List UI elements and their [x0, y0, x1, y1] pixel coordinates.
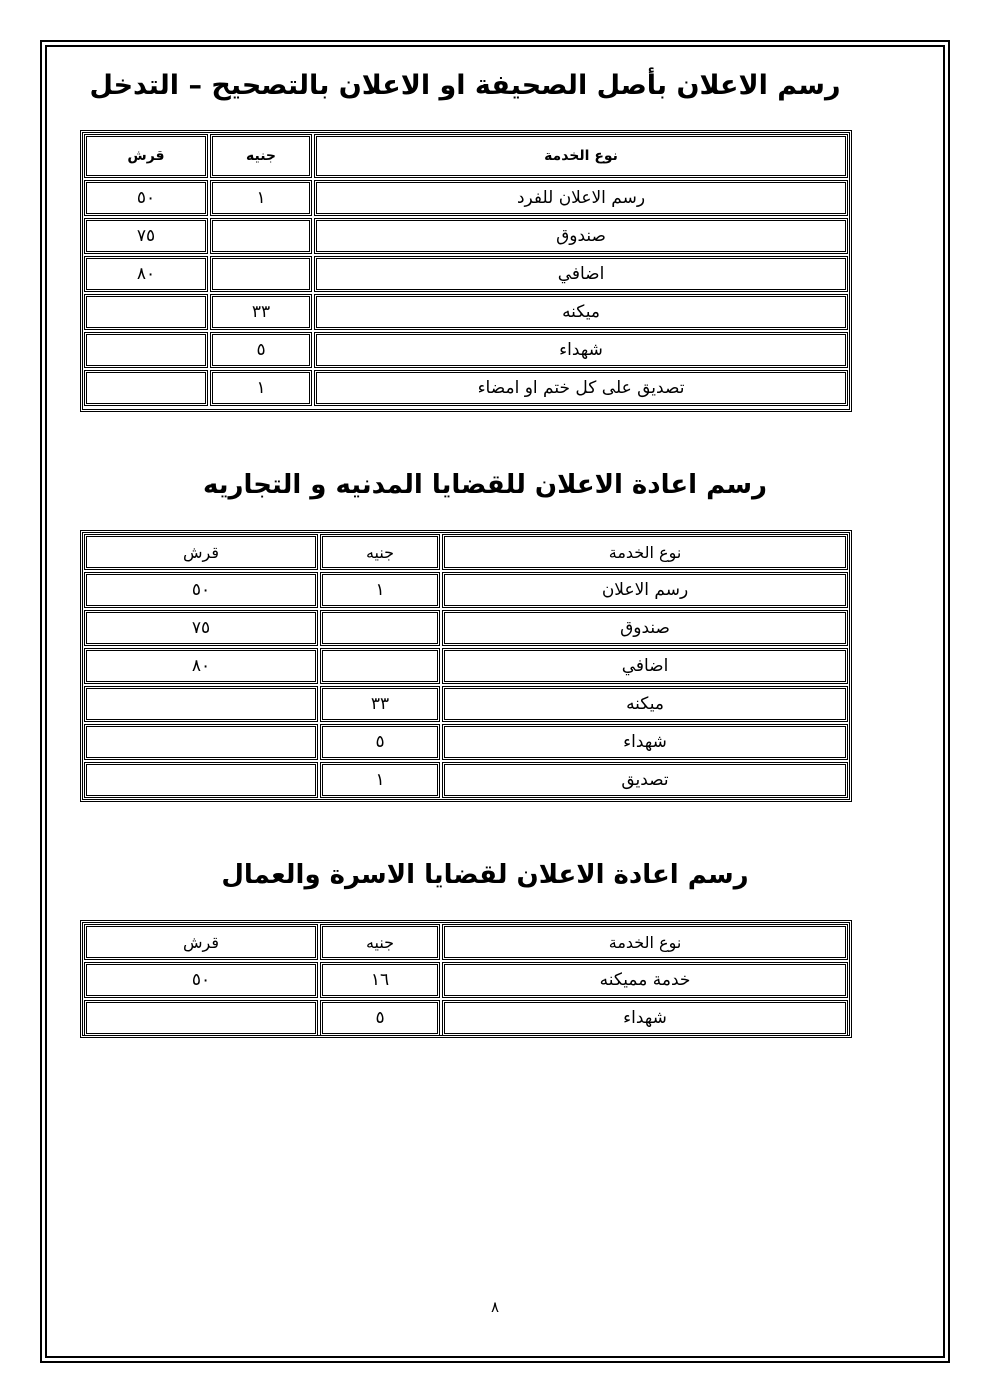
cell-junayh — [210, 256, 312, 292]
cell-service: صندوق — [442, 610, 848, 646]
cell-junayh: ٥ — [320, 1000, 440, 1036]
cell-qirsh: ٨٠ — [84, 648, 318, 684]
cell-junayh: ٣٣ — [210, 294, 312, 330]
fees-table-3 — [80, 920, 852, 1038]
header-service: نوع الخدمة — [442, 924, 848, 960]
cell-junayh: ٥ — [210, 332, 312, 368]
fees-table-2 — [80, 530, 852, 802]
cell-junayh: ١ — [210, 180, 312, 216]
cell-qirsh — [84, 1000, 318, 1036]
cell-service: خدمة مميكنه — [442, 962, 848, 998]
header-qirsh: قرش — [84, 134, 208, 178]
cell-service: اضافي — [442, 648, 848, 684]
cell-service: ميكنه — [314, 294, 848, 330]
cell-qirsh: ٥٠ — [84, 962, 318, 998]
cell-qirsh: ٧٥ — [84, 610, 318, 646]
cell-junayh — [210, 218, 312, 254]
cell-qirsh: ٥٠ — [84, 572, 318, 608]
cell-service: شهداء — [442, 1000, 848, 1036]
cell-qirsh — [84, 370, 208, 406]
section-1-title: رسم الاعلان بأصل الصحيفة او الاعلان بالتصحيح – التدخل — [89, 70, 841, 101]
cell-junayh: ٥ — [320, 724, 440, 760]
cell-junayh: ١٦ — [320, 962, 440, 998]
header-junayh: جنيه — [210, 134, 312, 178]
cell-qirsh — [84, 686, 318, 722]
header-qirsh: قرش — [84, 924, 318, 960]
header-junayh: جنيه — [320, 534, 440, 570]
cell-junayh: ١ — [320, 762, 440, 798]
cell-qirsh — [84, 724, 318, 760]
cell-service: رسم الاعلان — [442, 572, 848, 608]
header-service: نوع الخدمة — [314, 134, 848, 178]
cell-qirsh: ٨٠ — [84, 256, 208, 292]
cell-service: شهداء — [314, 332, 848, 368]
cell-junayh: ١ — [210, 370, 312, 406]
section-3-title: رسم اعادة الاعلان لقضايا الاسرة والعمال — [221, 860, 749, 890]
cell-junayh: ١ — [320, 572, 440, 608]
cell-service: ميكنه — [442, 686, 848, 722]
cell-qirsh — [84, 762, 318, 798]
cell-junayh: ٣٣ — [320, 686, 440, 722]
cell-qirsh — [84, 332, 208, 368]
header-service: نوع الخدمة — [442, 534, 848, 570]
cell-qirsh: ٥٠ — [84, 180, 208, 216]
cell-qirsh — [84, 294, 208, 330]
cell-qirsh: ٧٥ — [84, 218, 208, 254]
section-2-title: رسم اعادة الاعلان للقضايا المدنيه و التجاريه — [202, 470, 768, 500]
header-junayh: جنيه — [320, 924, 440, 960]
cell-service: اضافي — [314, 256, 848, 292]
cell-service: شهداء — [442, 724, 848, 760]
cell-junayh — [320, 648, 440, 684]
cell-service: صندوق — [314, 218, 848, 254]
cell-service: تصديق على كل ختم او امضاء — [314, 370, 848, 406]
header-qirsh: قرش — [84, 534, 318, 570]
cell-service: تصديق — [442, 762, 848, 798]
page-number: ٨ — [490, 1298, 500, 1316]
cell-service: رسم الاعلان للفرد — [314, 180, 848, 216]
cell-junayh — [320, 610, 440, 646]
fees-table-1 — [80, 130, 852, 412]
